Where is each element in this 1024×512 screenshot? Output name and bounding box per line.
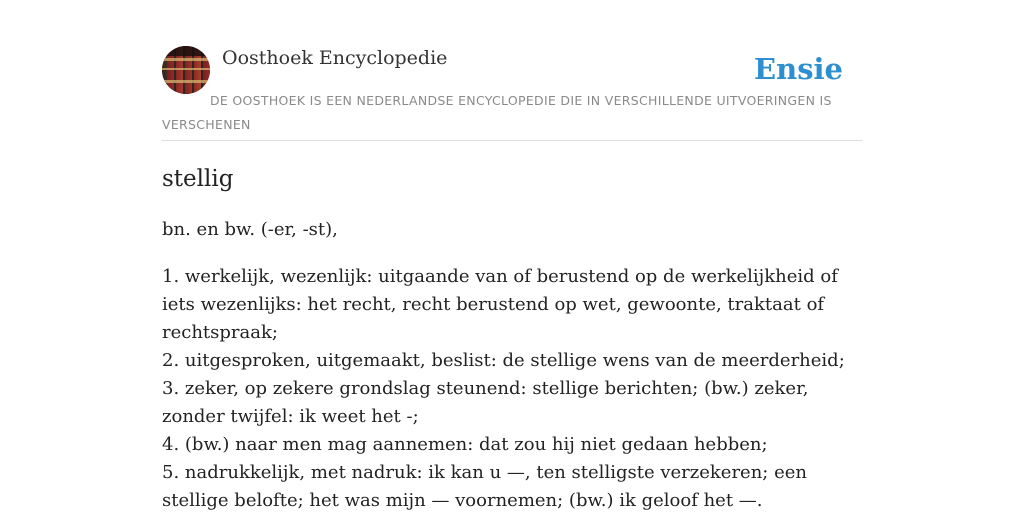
books-band	[162, 80, 210, 83]
entry-senses-list	[162, 263, 862, 512]
site-name-link[interactable]: Oosthoek Encyclopedie	[222, 47, 448, 69]
encyclopedia-books-icon[interactable]	[162, 46, 210, 94]
entry-sense: 4. (bw.) naar men mag aannemen: dat zou hij niet gedaan hebben;	[162, 434, 768, 455]
entry-sense: 3. zeker, op zekere grondslag steunend: stellige berichten; (bw.) zeker, zonder twijfel: ik weet het -;	[162, 378, 809, 427]
entry-grammar: bn. en bw. (-er, -st),	[162, 219, 338, 240]
books-band	[162, 58, 210, 61]
entry-sense: 5. nadrukkelijk, met nadruk: ik kan u —, ten stelligste verzekeren; een stellige belofte; het was mijn — voornemen; (bw.) ik geloof het —.	[162, 462, 807, 511]
page-header	[162, 0, 862, 141]
brand-logo-link[interactable]: Ensie	[754, 52, 843, 86]
site-tagline: DE OOSTHOEK IS EEN NEDERLANDSE ENCYCLOPEDIE DIE IN VERSCHILLENDE UITVOERINGEN IS VERSCHENEN	[162, 93, 832, 132]
entry-sense: 2. uitgesproken, uitgemaakt, beslist: de stellige wens van de meerderheid;	[162, 350, 845, 371]
entry-sense: 1. werkelijk, wezenlijk: uitgaande van of berustend op de werkelijkheid of iets wezenlijks: het recht, recht berustend op wet, gewoonte, traktaat of rechtspraak;	[162, 266, 838, 343]
entry-headword: stellig	[162, 166, 234, 192]
page	[162, 0, 862, 511]
books-band	[162, 68, 210, 70]
books-shade	[162, 46, 210, 56]
